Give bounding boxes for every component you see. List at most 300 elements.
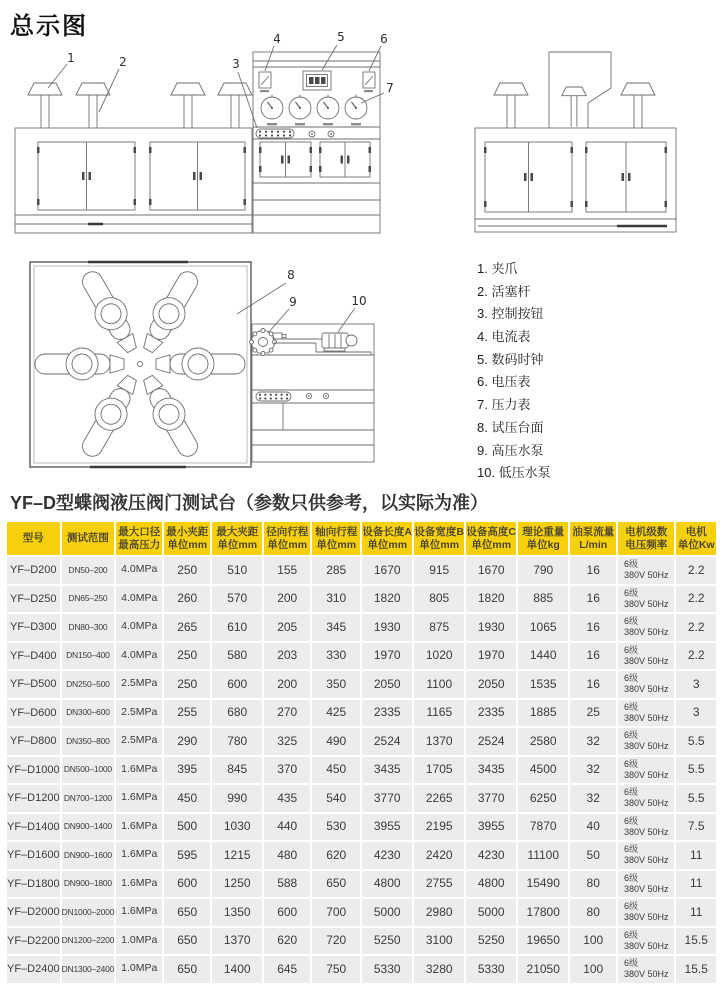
- table-cell: YF–D800: [7, 728, 60, 755]
- callout-3: 3: [232, 57, 240, 71]
- table-cell: 1400: [212, 956, 262, 983]
- column-header: 电机级数 电压频率: [618, 522, 674, 555]
- table-cell: 1930: [362, 614, 412, 641]
- table-cell: 16: [570, 643, 616, 670]
- table-cell: 4.0MPa: [116, 586, 162, 613]
- table-cell: 2.5MPa: [116, 728, 162, 755]
- table-cell: 580: [212, 643, 262, 670]
- table-cell: 203: [264, 643, 310, 670]
- table-cell: YF–D2400: [7, 956, 60, 983]
- table-cell: 1.6MPa: [116, 842, 162, 869]
- table-cell: 19650: [518, 928, 568, 955]
- table-cell: 790: [518, 557, 568, 584]
- table-cell: YF–D500: [7, 671, 60, 698]
- table-cell: 700: [312, 899, 360, 926]
- table-cell: 6级 380V 50Hz: [618, 871, 674, 898]
- table-cell: 1.6MPa: [116, 899, 162, 926]
- table-cell: 1370: [212, 928, 262, 955]
- table-cell: 2580: [518, 728, 568, 755]
- table-cell: 490: [312, 728, 360, 755]
- table-row: [7, 586, 716, 613]
- table-cell: 6级 380V 50Hz: [618, 586, 674, 613]
- table-cell: 1370: [414, 728, 464, 755]
- table-cell: 260: [164, 586, 210, 613]
- clamp-jaw-post: [28, 83, 62, 128]
- table-row: [7, 757, 716, 784]
- table-cell: 40: [570, 814, 616, 841]
- table-cell: 480: [264, 842, 310, 869]
- pump-indicator-lights: [306, 393, 328, 398]
- table-cell: DN1200–2200: [62, 928, 115, 955]
- column-header: 型号: [7, 522, 60, 555]
- clamp-jaw-post: [76, 83, 110, 128]
- table-row: [7, 842, 716, 869]
- table-cell: 2050: [362, 671, 412, 698]
- table-cell: YF–D600: [7, 700, 60, 727]
- table-cell: DN250–500: [62, 671, 115, 698]
- table-cell: 5250: [466, 928, 516, 955]
- table-cell: 610: [212, 614, 262, 641]
- table-cell: 155: [264, 557, 310, 584]
- column-header: 最大夹距 单位mm: [212, 522, 262, 555]
- table-cell: 5000: [362, 899, 412, 926]
- table-cell: 1165: [414, 700, 464, 727]
- table-cell: YF–D200: [7, 557, 60, 584]
- table-cell: 1250: [212, 871, 262, 898]
- table-cell: 330: [312, 643, 360, 670]
- table-cell: 650: [164, 956, 210, 983]
- table-cell: DN65–250: [62, 586, 115, 613]
- table-cell: 3: [676, 700, 716, 727]
- table-cell: 6级 380V 50Hz: [618, 671, 674, 698]
- table-cell: 32: [570, 728, 616, 755]
- page-title: 总示图: [10, 13, 88, 40]
- pressure-gauge-icon: [261, 95, 283, 126]
- table-cell: 4800: [362, 871, 412, 898]
- table-cell: 4.0MPa: [116, 614, 162, 641]
- table-cell: 11: [676, 871, 716, 898]
- table-cell: 4800: [466, 871, 516, 898]
- cabinet-doors: [37, 142, 667, 212]
- table-cell: 440: [264, 814, 310, 841]
- table-cell: 2.2: [676, 643, 716, 670]
- valve-handle: [74, 265, 146, 358]
- legend-item: 4. 电流表: [477, 329, 531, 345]
- table-cell: 5330: [466, 956, 516, 983]
- table-cell: 2524: [362, 728, 412, 755]
- table-cell: 100: [570, 956, 616, 983]
- table-cell: 1.0MPa: [116, 928, 162, 955]
- table-cell: YF–D250: [7, 586, 60, 613]
- table-cell: DN700–1200: [62, 785, 115, 812]
- table-cell: 650: [164, 928, 210, 955]
- pressure-gauge-icon: [289, 95, 311, 126]
- table-row: [7, 871, 716, 898]
- table-cell: YF–D1800: [7, 871, 60, 898]
- table-cell: 425: [312, 700, 360, 727]
- table-cell: DN1300–2400: [62, 956, 115, 983]
- table-cell: 1.6MPa: [116, 785, 162, 812]
- table-cell: 450: [164, 785, 210, 812]
- table-cell: 3: [676, 671, 716, 698]
- table-cell: 600: [164, 871, 210, 898]
- table-cell: 205: [264, 614, 310, 641]
- table-cell: 435: [264, 785, 310, 812]
- header-row: [7, 522, 716, 555]
- pressure-gauges: [261, 95, 367, 126]
- table-cell: 588: [264, 871, 310, 898]
- table-cell: 2524: [466, 728, 516, 755]
- table-cell: 6级 380V 50Hz: [618, 928, 674, 955]
- table-cell: 4230: [362, 842, 412, 869]
- column-header: 设备宽度B 单位mm: [414, 522, 464, 555]
- table-cell: 6级 380V 50Hz: [618, 700, 674, 727]
- pump-cabinet-drawing: [250, 324, 375, 462]
- table-cell: 915: [414, 557, 464, 584]
- table-cell: 100: [570, 928, 616, 955]
- table-cell: 1020: [414, 643, 464, 670]
- column-header: 设备长度A 单位mm: [362, 522, 412, 555]
- table-cell: 32: [570, 785, 616, 812]
- column-header: 径向行程 单位mm: [264, 522, 310, 555]
- table-cell: DN300–600: [62, 700, 115, 727]
- table-cell: 1535: [518, 671, 568, 698]
- table-cell: 15.5: [676, 928, 716, 955]
- table-cell: 5.5: [676, 728, 716, 755]
- table-cell: 250: [164, 643, 210, 670]
- table-cell: 2.2: [676, 557, 716, 584]
- table-cell: 6级 380V 50Hz: [618, 842, 674, 869]
- valve-handle: [35, 348, 124, 380]
- table-cell: 620: [312, 842, 360, 869]
- table-cell: 2195: [414, 814, 464, 841]
- table-cell: 6级 380V 50Hz: [618, 643, 674, 670]
- table-row: [7, 643, 716, 670]
- door-panel: [259, 142, 312, 177]
- table-cell: DN350–800: [62, 728, 115, 755]
- table-cell: 680: [212, 700, 262, 727]
- table-cell: 2.2: [676, 614, 716, 641]
- clamp-jaw-post: [171, 83, 205, 128]
- table-row: [7, 728, 716, 755]
- spec-table-body: [7, 557, 716, 983]
- table-cell: 780: [212, 728, 262, 755]
- table-cell: 250: [164, 671, 210, 698]
- table-cell: 1820: [362, 586, 412, 613]
- pressure-gauge-icon: [317, 95, 339, 126]
- spec-table-header: [7, 522, 716, 555]
- table-cell: 4230: [466, 842, 516, 869]
- legend-item: 6. 电压表: [477, 374, 531, 390]
- table-cell: 4500: [518, 757, 568, 784]
- table-cell: YF–D1200: [7, 785, 60, 812]
- table-cell: 16: [570, 671, 616, 698]
- clamp-jaw-post: [494, 83, 528, 128]
- callout-2: 2: [119, 55, 127, 69]
- column-header: 电机 单位Kw: [676, 522, 716, 555]
- table-cell: 310: [312, 586, 360, 613]
- table-cell: 570: [212, 586, 262, 613]
- table-cell: 3955: [466, 814, 516, 841]
- table-cell: 80: [570, 871, 616, 898]
- table-cell: 21050: [518, 956, 568, 983]
- table-cell: 6级 380V 50Hz: [618, 728, 674, 755]
- control-panel-drawing: [253, 52, 380, 233]
- callout-8: 8: [287, 268, 295, 282]
- table-cell: 1820: [466, 586, 516, 613]
- table-cell: 2420: [414, 842, 464, 869]
- table-cell: 3435: [466, 757, 516, 784]
- callout-4: 4: [273, 32, 281, 46]
- table-cell: 6级 380V 50Hz: [618, 614, 674, 641]
- table-cell: 6级 380V 50Hz: [618, 757, 674, 784]
- high-pressure-pump-icon: [250, 329, 287, 356]
- table-cell: YF–D300: [7, 614, 60, 641]
- table-cell: 1885: [518, 700, 568, 727]
- table-cell: 325: [264, 728, 310, 755]
- table-cell: 595: [164, 842, 210, 869]
- table-cell: 2265: [414, 785, 464, 812]
- door-panel: [484, 142, 573, 212]
- table-cell: 11: [676, 842, 716, 869]
- table-cell: 885: [518, 586, 568, 613]
- table-cell: 6级 380V 50Hz: [618, 956, 674, 983]
- table-cell: 2.5MPa: [116, 671, 162, 698]
- table-row: [7, 899, 716, 926]
- table-cell: 16: [570, 557, 616, 584]
- table-cell: 1.6MPa: [116, 757, 162, 784]
- table-cell: 3955: [362, 814, 412, 841]
- table-cell: DN150–400: [62, 643, 115, 670]
- table-cell: 600: [264, 899, 310, 926]
- table-cell: 1100: [414, 671, 464, 698]
- table-cell: 15.5: [676, 956, 716, 983]
- valve-handle: [156, 348, 245, 380]
- column-header: 最小夹距 单位mm: [164, 522, 210, 555]
- callout-10: 10: [351, 294, 367, 308]
- control-button-strip: [256, 129, 294, 138]
- table-cell: 350: [312, 671, 360, 698]
- table-cell: 645: [264, 956, 310, 983]
- table-cell: DN50–200: [62, 557, 115, 584]
- table-cell: YF–D2000: [7, 899, 60, 926]
- door-panel: [37, 142, 136, 210]
- table-cell: 1.6MPa: [116, 871, 162, 898]
- column-header: 设备高度C 单位mm: [466, 522, 516, 555]
- valve-handle: [134, 265, 206, 358]
- front-view-drawing: [15, 128, 252, 233]
- legend-item: 5. 数码时钟: [477, 351, 544, 367]
- indicator-lights: [309, 131, 334, 137]
- table-row: [7, 928, 716, 955]
- table-cell: 1670: [362, 557, 412, 584]
- table-cell: 1.6MPa: [116, 814, 162, 841]
- table-cell: 5.5: [676, 785, 716, 812]
- column-header: 最大口径 最高压力: [116, 522, 162, 555]
- table-cell: 3770: [362, 785, 412, 812]
- column-header: 测试范围: [62, 522, 115, 555]
- table-cell: 32: [570, 757, 616, 784]
- callout-5: 5: [337, 30, 345, 44]
- table-cell: 15490: [518, 871, 568, 898]
- column-header: 轴向行程 单位mm: [312, 522, 360, 555]
- callout-6: 6: [380, 32, 388, 46]
- table-cell: 6级 380V 50Hz: [618, 785, 674, 812]
- table-cell: 1970: [466, 643, 516, 670]
- table-cell: 80: [570, 899, 616, 926]
- table-row: [7, 614, 716, 641]
- table-cell: 16: [570, 614, 616, 641]
- table-cell: 2335: [362, 700, 412, 727]
- table-cell: DN500–1000: [62, 757, 115, 784]
- table-cell: YF–D1000: [7, 757, 60, 784]
- clamp-jaw-post: [621, 83, 655, 128]
- table-title: YF–D型蝶阀液压阀门测试台（参数只供参考，以实际为准）: [10, 493, 489, 513]
- table-cell: 17800: [518, 899, 568, 926]
- digital-clock-icon: [303, 71, 331, 90]
- table-cell: 1030: [212, 814, 262, 841]
- table-cell: YF–D2200: [7, 928, 60, 955]
- table-row: [7, 814, 716, 841]
- table-cell: 25: [570, 700, 616, 727]
- table-cell: 3435: [362, 757, 412, 784]
- table-cell: 5000: [466, 899, 516, 926]
- clamp-jaw-post: [218, 83, 252, 128]
- table-cell: 5330: [362, 956, 412, 983]
- table-cell: DN900–1400: [62, 814, 115, 841]
- table-cell: 990: [212, 785, 262, 812]
- legend-item: 1. 夹爪: [477, 261, 518, 276]
- table-cell: 4.0MPa: [116, 557, 162, 584]
- table-row: [7, 956, 716, 983]
- table-cell: 6250: [518, 785, 568, 812]
- column-header: 理论重量 单位kg: [518, 522, 568, 555]
- table-cell: 2335: [466, 700, 516, 727]
- pump-button-strip: [256, 392, 291, 401]
- table-cell: 2.5MPa: [116, 700, 162, 727]
- table-cell: 11: [676, 899, 716, 926]
- column-header: 油泵流量 L/min: [570, 522, 616, 555]
- table-cell: 50: [570, 842, 616, 869]
- table-cell: DN900–1800: [62, 871, 115, 898]
- table-cell: 11100: [518, 842, 568, 869]
- clamp-jaw-post: [562, 87, 586, 127]
- table-row: [7, 557, 716, 584]
- table-cell: 3100: [414, 928, 464, 955]
- table-cell: 2.2: [676, 586, 716, 613]
- table-cell: 845: [212, 757, 262, 784]
- door-panel: [319, 142, 371, 177]
- machine-views-drawing: [0, 28, 720, 250]
- legend-item: 9. 高压水泵: [477, 442, 544, 458]
- pressure-gauge-icon: [345, 95, 367, 126]
- spec-table: [5, 520, 718, 985]
- table-cell: DN80–300: [62, 614, 115, 641]
- table-cell: 1065: [518, 614, 568, 641]
- parts-legend: [477, 258, 551, 485]
- table-cell: 285: [312, 557, 360, 584]
- table-cell: 500: [164, 814, 210, 841]
- table-cell: 5250: [362, 928, 412, 955]
- table-cell: 1930: [466, 614, 516, 641]
- table-cell: YF–D1600: [7, 842, 60, 869]
- table-cell: 2755: [414, 871, 464, 898]
- table-cell: 6级 380V 50Hz: [618, 557, 674, 584]
- table-cell: 1440: [518, 643, 568, 670]
- table-cell: 290: [164, 728, 210, 755]
- table-cell: 650: [164, 899, 210, 926]
- table-cell: 1670: [466, 557, 516, 584]
- table-cell: 345: [312, 614, 360, 641]
- table-cell: 265: [164, 614, 210, 641]
- table-cell: 7870: [518, 814, 568, 841]
- table-cell: 650: [312, 871, 360, 898]
- table-cell: 5.5: [676, 757, 716, 784]
- table-cell: 2050: [466, 671, 516, 698]
- valve-handle: [74, 370, 146, 463]
- table-cell: 540: [312, 785, 360, 812]
- table-cell: 1350: [212, 899, 262, 926]
- table-cell: 1215: [212, 842, 262, 869]
- legend-item: 3. 控制按钮: [477, 306, 544, 322]
- table-cell: 1705: [414, 757, 464, 784]
- table-cell: 2980: [414, 899, 464, 926]
- callout-7: 7: [386, 81, 394, 95]
- table-row: [7, 671, 716, 698]
- table-cell: 875: [414, 614, 464, 641]
- voltmeter-icon: [363, 72, 375, 92]
- table-cell: 4.0MPa: [116, 643, 162, 670]
- table-cell: 200: [264, 586, 310, 613]
- table-cell: 3280: [414, 956, 464, 983]
- table-cell: 750: [312, 956, 360, 983]
- table-cell: 805: [414, 586, 464, 613]
- low-pressure-pump-icon: [322, 333, 357, 351]
- table-cell: 200: [264, 671, 310, 698]
- table-cell: 1.0MPa: [116, 956, 162, 983]
- table-cell: 3770: [466, 785, 516, 812]
- table-cell: 395: [164, 757, 210, 784]
- table-cell: 450: [312, 757, 360, 784]
- door-panel: [149, 142, 246, 210]
- table-cell: 270: [264, 700, 310, 727]
- table-cell: 620: [264, 928, 310, 955]
- table-and-pumps-drawing: [0, 252, 475, 478]
- clamp-posts: [28, 83, 655, 128]
- valve-handle: [134, 370, 206, 463]
- door-panel: [585, 142, 667, 212]
- table-cell: 530: [312, 814, 360, 841]
- table-row: [7, 700, 716, 727]
- table-cell: YF–D1400: [7, 814, 60, 841]
- table-cell: DN1000–2000: [62, 899, 115, 926]
- test-table-drawing: [30, 262, 251, 467]
- table-cell: 370: [264, 757, 310, 784]
- table-cell: 255: [164, 700, 210, 727]
- table-cell: 510: [212, 557, 262, 584]
- table-cell: 600: [212, 671, 262, 698]
- callout-1: 1: [67, 51, 75, 65]
- table-cell: DN900–1600: [62, 842, 115, 869]
- table-cell: 16: [570, 586, 616, 613]
- table-cell: 250: [164, 557, 210, 584]
- table-cell: YF–D400: [7, 643, 60, 670]
- table-cell: 720: [312, 928, 360, 955]
- table-cell: 7.5: [676, 814, 716, 841]
- legend-item: 7. 压力表: [477, 397, 531, 413]
- legend-item: 2. 活塞杆: [477, 283, 531, 299]
- table-cell: 1970: [362, 643, 412, 670]
